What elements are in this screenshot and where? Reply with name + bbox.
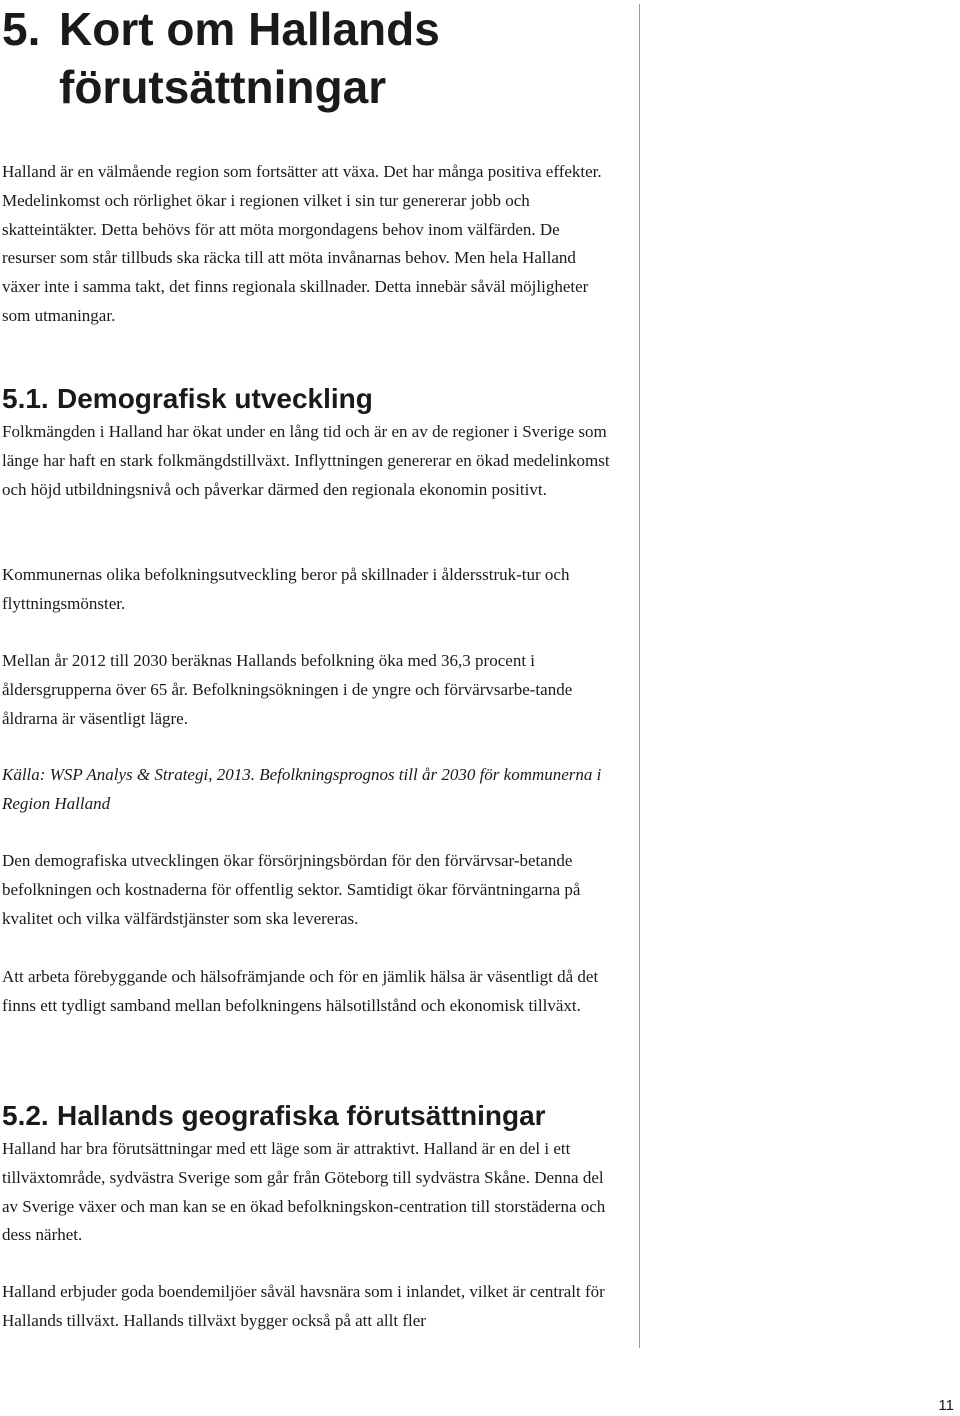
section-heading-5-2 [2,1099,546,1133]
paragraph: Folkmängden i Halland har ökat under en lång tid och är en av de regioner i Sverige som länge har haft en stark folkmängdstillväxt. Inflyttningen genererar en ökad medelinkomst och höjd utbildningsnivå och påverkar därmed den regionala ekonomin positivt. [2,422,610,499]
section-number: 5.2. [2,1100,49,1131]
section-heading-5-1 [2,382,373,416]
source-citation: Källa: WSP Analys & Strategi, 2013. Befolkningsprognos till år 2030 för kommunerna i Region Halland [2,765,602,813]
section-title: Hallands geografiska förutsättningar [57,1100,546,1131]
section-number: 5.1. [2,383,49,414]
paragraph: Den demografiska utvecklingen ökar försörjningsbördan för den förvärvsar-betande befolkningen och kostnaderna för offentlig sektor. Samtidigt ökar förväntningarna på kvalitet och vilka välfärdstjänster som ska levereras. [2,851,581,928]
page-number: 11 [938,1397,954,1414]
chapter-title: Kort om Hallands förutsättningar [59,3,440,113]
column-divider [639,4,640,1348]
chapter-heading [2,0,622,116]
paragraph: Mellan år 2012 till 2030 beräknas Hallands befolkning öka med 36,3 procent i åldersgrupperna över 65 år. Befolkningsökningen i de yngre och förvärvsarbe-tande åldrarna är väsentligt lägre. [2,651,573,728]
intro-paragraph: Halland är en välmående region som fortsätter att växa. Det har många positiva effekter. Medelinkomst och rörlighet ökar i regionen vilket i sin tur genererar jobb och skatteintäkter. Detta behövs för att möta morgondagens behov inom välfärden. De resurser som står tillbuds ska räcka till att möta invånarnas behov. Men hela Halland växer inte i samma takt, det finns regionala skillnader. Detta innebär såväl möjligheter som utmaningar. [2,162,602,325]
paragraph: Att arbeta förebyggande och hälsofrämjande och för en jämlik hälsa är väsentligt då det finns ett tydligt samband mellan befolkningens hälsotillstånd och ekonomisk tillväxt. [2,967,599,1015]
paragraph: Kommunernas olika befolkningsutveckling beror på skillnader i åldersstruk-tur och flyttningsmönster. [2,565,570,613]
paragraph: Halland har bra förutsättningar med ett läge som är attraktivt. Halland är en del i ett tillväxtområde, sydvästra Sverige som går från Göteborg till sydvästra Skåne. Denna del av Sverige växer och man kan se en ökad befolkningskon-centration till storstäderna och dess närhet. [2,1139,606,1245]
section-title: Demografisk utveckling [57,383,373,414]
chapter-number: 5. [2,3,41,55]
paragraph: Halland erbjuder goda boendemiljöer såväl havsnära som i inlandet, vilket är centralt för Hallands tillväxt. Hallands tillväxt bygger också på att allt fler [2,1282,605,1330]
